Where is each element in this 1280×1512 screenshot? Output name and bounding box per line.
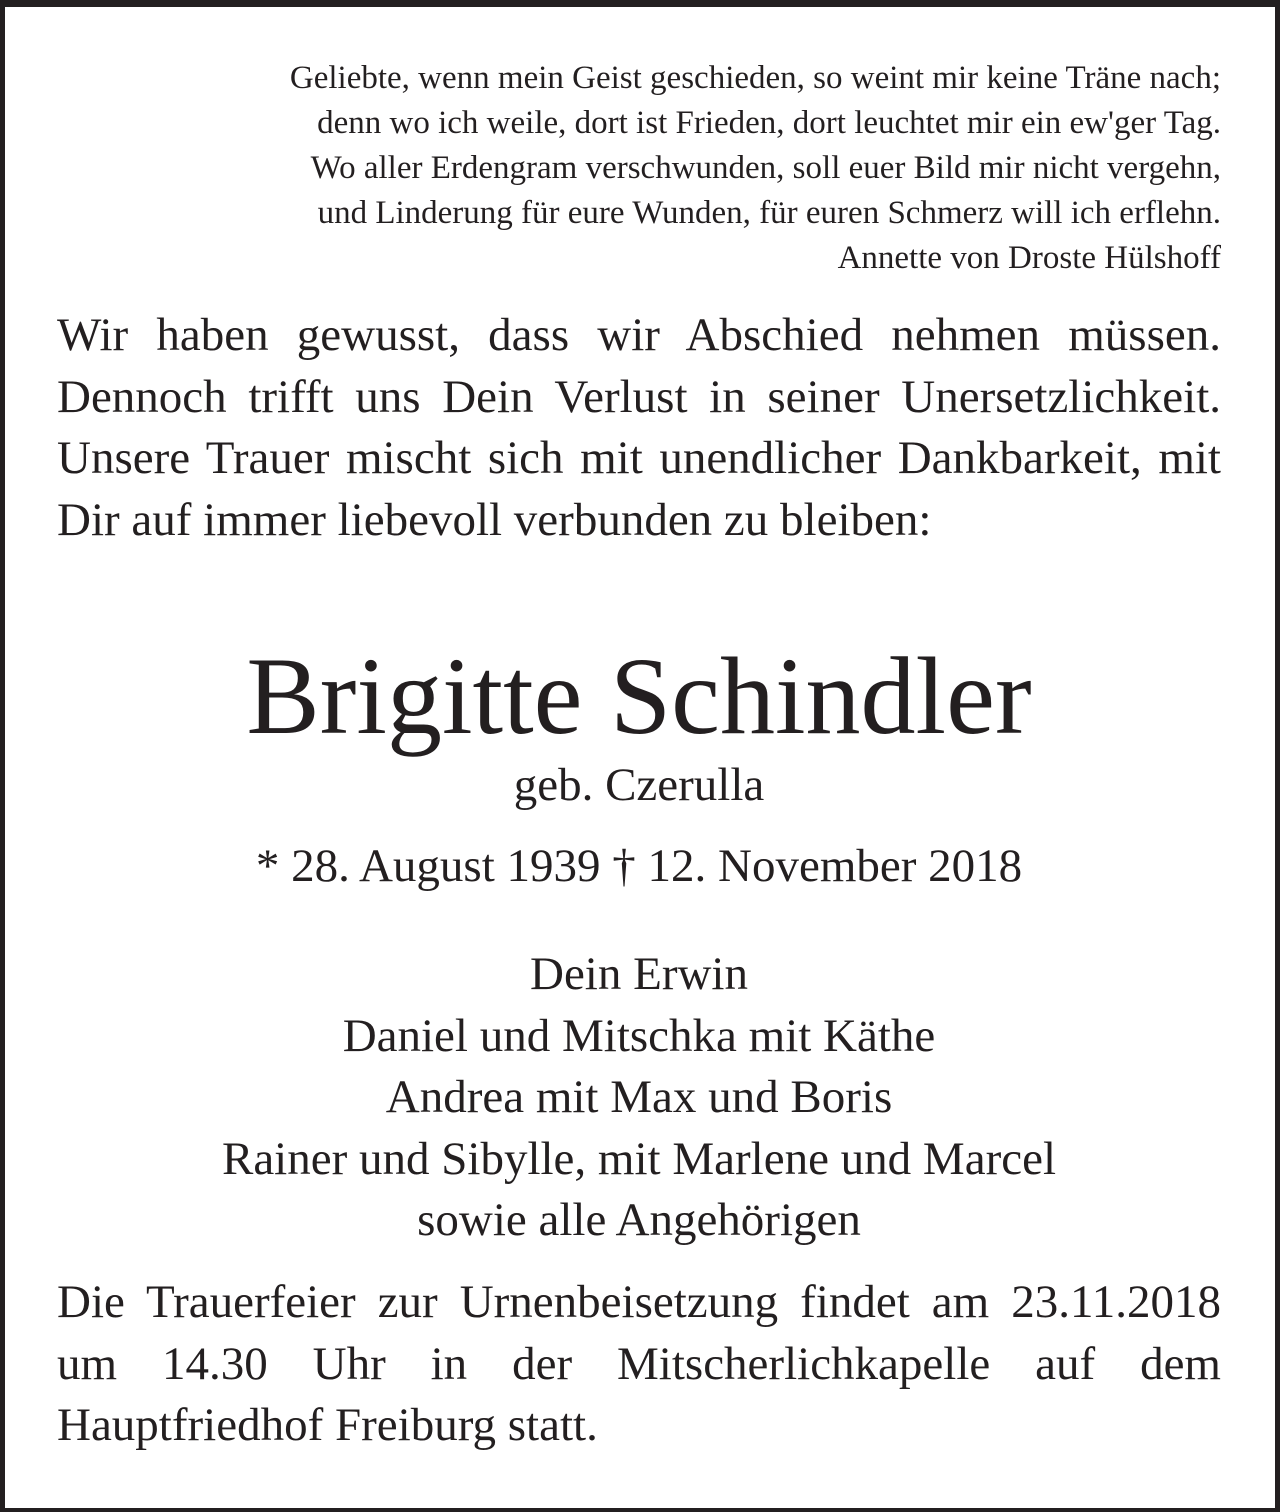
ceremony-text: Die Trauerfeier zur Urnenbeisetzung findet am 23.11.2018 um 14.30 Uhr in der Mitscherlichkapelle auf dem Hauptfriedhof Freiburg statt.	[57, 1276, 1221, 1451]
mourner-line: Andrea mit Max und Boris	[385, 1071, 893, 1123]
poem-line: Wo aller Erdengram verschwunden, soll euer Bild mir nicht vergehn,	[310, 150, 1221, 186]
poem-author: Annette von Droste Hülshoff	[837, 240, 1221, 276]
deceased-name: Brigitte Schindler	[246, 635, 1032, 757]
mourner-line: Rainer und Sibylle, mit Marlene und Marcel	[221, 1132, 1057, 1185]
poem-line: und Linderung für eure Wunden, für euren Schmerz will ich erflehn.	[317, 195, 1221, 231]
poem-block	[57, 56, 1221, 281]
mourner-line: Dein Erwin	[530, 948, 748, 1000]
intro-text: Wir haben gewusst, dass wir Abschied nehmen müssen. Dennoch trifft uns Dein Verlust in seiner Unersetzlichkeit. Unsere Trauer mischt sich mit unendlicher Dankbarkeit, mit Dir auf immer liebevoll verbunden zu bleiben:	[57, 309, 1221, 546]
mourner-line: sowie alle Angehörigen	[417, 1194, 861, 1246]
mourners-list	[57, 944, 1221, 1252]
mourner-line: Daniel und Mitschka mit Käthe	[342, 1009, 936, 1062]
life-dates: * 28. August 1939 † 12. November 2018	[255, 840, 1023, 892]
poem-line: Geliebte, wenn mein Geist geschieden, so weint mir keine Träne nach;	[289, 60, 1221, 96]
maiden-name: geb. Czerulla	[513, 759, 765, 811]
poem-line: denn wo ich weile, dort ist Frieden, dort leuchtet mir ein ew'ger Tag.	[317, 105, 1221, 141]
